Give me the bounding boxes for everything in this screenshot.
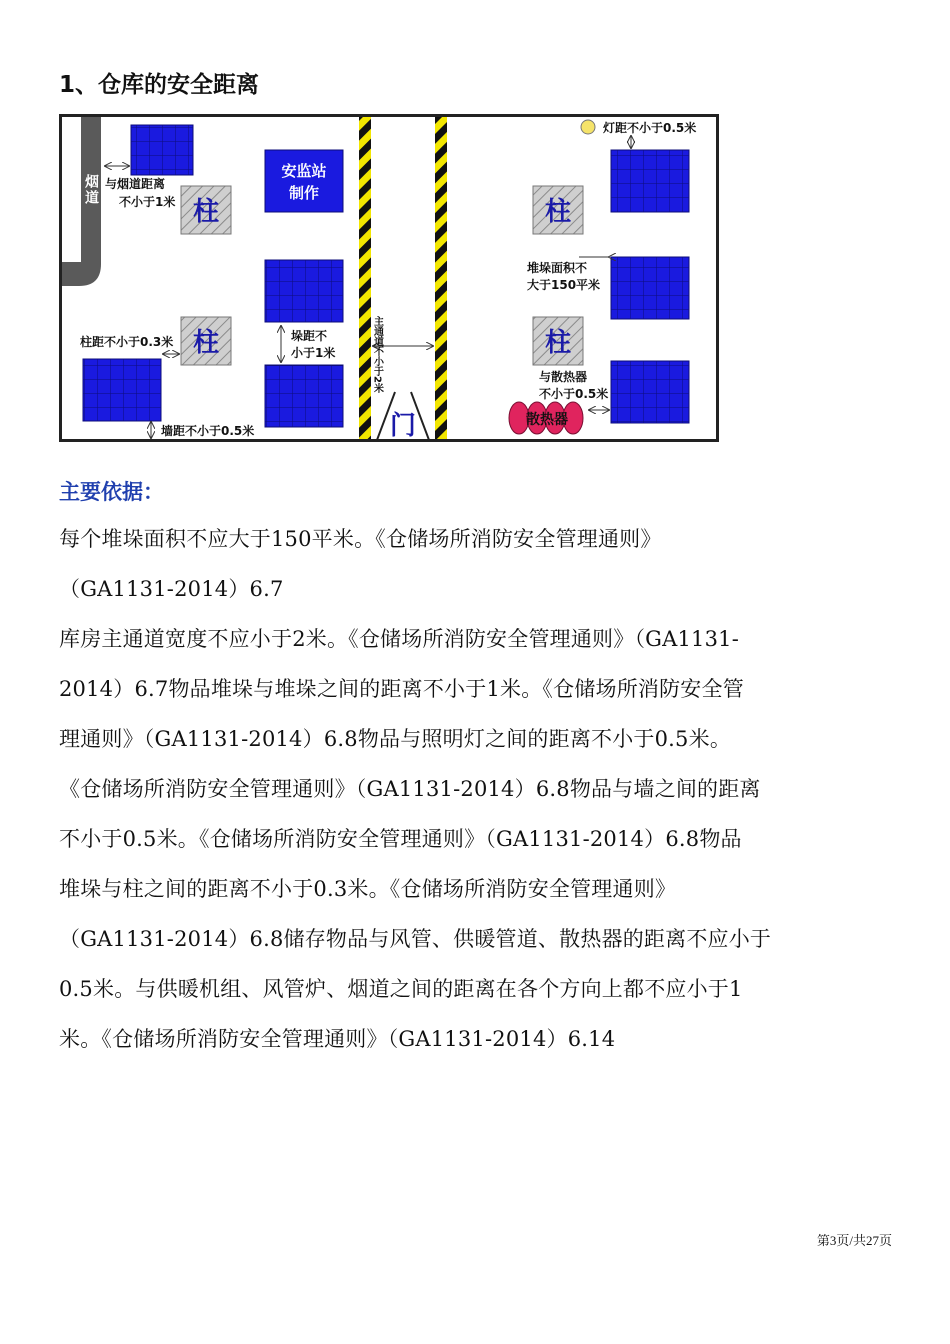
stack-gap-note-1: 垛距不 — [291, 329, 328, 343]
stack-block — [611, 257, 689, 319]
lamp-distance-note: 灯距不小于0.5米 — [603, 121, 697, 135]
pillar-label: 柱 — [192, 328, 220, 358]
text-line: 2014）6.7物品堆垛与堆垛之间的距离不小于1米。《仓储场所消防安全管 — [59, 677, 744, 701]
text-line: 库房主通道宽度不应小于2米。《仓储场所消防安全管理通则》（GA1131- — [59, 627, 740, 651]
stack-block — [83, 359, 161, 421]
text-line: 米。《仓储场所消防安全管理通则》（GA1131-2014）6.14 — [59, 1027, 616, 1051]
chimney-label: 烟道 — [83, 174, 99, 206]
door-label: 门 — [389, 411, 417, 441]
stack-block — [265, 260, 343, 322]
wall-distance-note: 墙距不小于0.5米 — [161, 424, 255, 438]
text-line: 《仓储场所消防安全管理通则》（GA1131-2014）6.8物品与墙之间的距离 — [59, 777, 761, 801]
radiator-label: 散热器 — [526, 412, 568, 428]
chimney-note-2: 不小于1米 — [119, 195, 176, 209]
stack-area-note-1: 堆垛面积不 — [527, 261, 588, 275]
section-heading: 1、仓库的安全距离 — [59, 72, 260, 98]
text-line: （GA1131-2014）6.8储存物品与风管、供暖管道、散热器的距离不应小于 — [59, 927, 772, 951]
basis-body — [59, 516, 894, 1066]
pillar-label: 柱 — [544, 328, 572, 358]
radiator-note-1: 与散热器 — [539, 370, 588, 384]
stack-area-note-2: 大于150平米 — [527, 278, 601, 292]
aisle-stripe-left — [359, 117, 371, 439]
text-line: 0.5米。与供暖机组、风管炉、烟道之间的距离在各个方向上都不应小于1 — [59, 977, 743, 1001]
stack-block — [131, 125, 193, 175]
text-line: 理通则》（GA1131-2014）6.8物品与照明灯之间的距离不小于0.5米。 — [59, 727, 732, 751]
safety-station — [265, 150, 343, 212]
stack-block — [265, 365, 343, 427]
stack-block — [611, 361, 689, 423]
radiator-note-2: 不小于0.5米 — [539, 387, 609, 401]
stack-gap-note-2: 小于1米 — [291, 346, 336, 360]
station-label-2: 制作 — [288, 184, 320, 202]
chimney-note-1: 与烟道距离 — [105, 177, 166, 191]
text-line: （GA1131-2014）6.7 — [59, 577, 284, 601]
pillar-distance-note: 柱距不小于0.3米 — [80, 335, 174, 349]
text-line: 堆垛与柱之间的距离不小于0.3米。《仓储场所消防安全管理通则》 — [59, 877, 677, 901]
aisle-stripe-right — [435, 117, 447, 439]
page-number: 第3页/共27页 — [816, 1233, 892, 1248]
pillar-label: 柱 — [544, 197, 572, 227]
stack-block — [611, 150, 689, 212]
basis-title: 主要依据： — [59, 480, 164, 504]
pillar-label: 柱 — [192, 197, 220, 227]
main-aisle-note: 主通道不小于2米 — [371, 316, 383, 393]
warehouse-layout-diagram — [59, 114, 719, 442]
station-label-1: 安监站 — [281, 162, 327, 180]
lamp-icon — [581, 120, 595, 134]
text-line: 每个堆垛面积不应大于150平米。《仓储场所消防安全管理通则》 — [59, 527, 662, 551]
text-line: 不小于0.5米。《仓储场所消防安全管理通则》（GA1131-2014）6.8物品 — [59, 827, 742, 851]
